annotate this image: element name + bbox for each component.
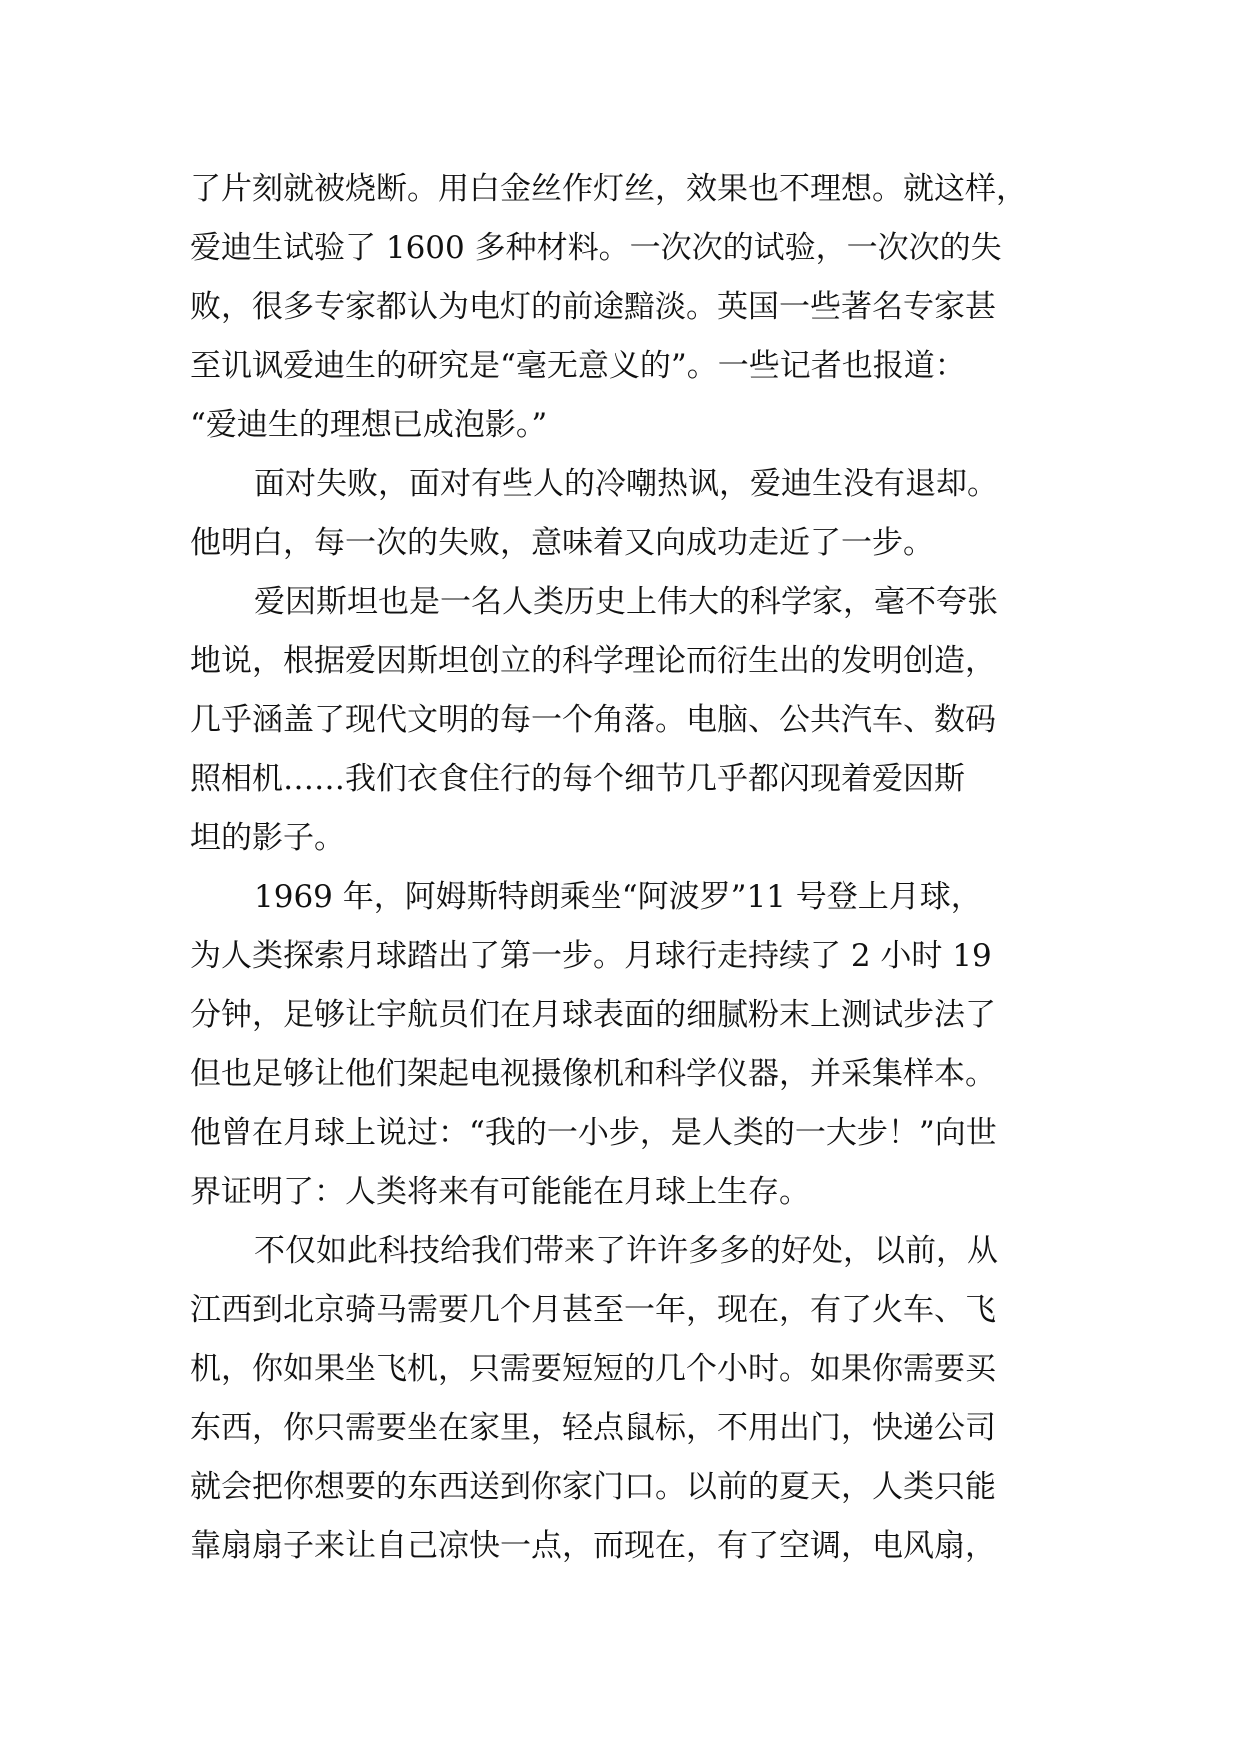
text-line: 为人类探索月球踏出了第一步。月球行走持续了 2 小时 19 xyxy=(190,938,992,974)
text-line: 分钟，足够让宇航员们在月球表面的细腻粉末上测试步法了 xyxy=(190,997,996,1033)
paragraph-start-line: 1969 年，阿姆斯特朗乘坐“阿波罗”11 号登上月球， xyxy=(254,879,982,915)
text-line: 界证明了：人类将来有可能能在月球上生存。 xyxy=(190,1174,810,1210)
paragraph-start-line: 爱因斯坦也是一名人类历史上伟大的科学家，毫不夸张 xyxy=(254,584,998,620)
paragraph-start-line: 面对失败，面对有些人的冷嘲热讽，爱迪生没有退却。 xyxy=(254,466,998,502)
text-line: 机，你如果坐飞机，只需要短短的几个小时。如果你需要买 xyxy=(190,1351,996,1387)
text-line: 江西到北京骑马需要几个月甚至一年，现在，有了火车、飞 xyxy=(190,1292,996,1328)
text-line: 他明白，每一次的失败，意味着又向成功走近了一步。 xyxy=(190,525,934,561)
text-line: 地说，根据爱因斯坦创立的科学理论而衍生出的发明创造， xyxy=(190,643,996,679)
text-line: 但也足够让他们架起电视摄像机和科学仪器，并采集样本。 xyxy=(190,1056,996,1092)
text-line: 坦的影子。 xyxy=(190,820,345,856)
text-line: 照相机……我们衣食住行的每个细节几乎都闪现着爱因斯 xyxy=(190,761,965,797)
text-line: “爱迪生的理想已成泡影。” xyxy=(190,407,548,443)
text-line: 至讥讽爱迪生的研究是“毫无意义的”。一些记者也报道： xyxy=(190,348,966,384)
text-line: 爱迪生试验了 1600 多种材料。一次次的试验，一次次的失 xyxy=(190,230,1002,266)
text-line: 他曾在月球上说过：“我的一小步，是人类的一大步！”向世 xyxy=(190,1115,997,1151)
text-line: 几乎涵盖了现代文明的每一个角落。电脑、公共汽车、数码 xyxy=(190,702,996,738)
text-line: 东西，你只需要坐在家里，轻点鼠标，不用出门，快递公司 xyxy=(190,1410,996,1446)
text-line: 就会把你想要的东西送到你家门口。以前的夏天，人类只能 xyxy=(190,1469,996,1505)
text-line: 了片刻就被烧断。用白金丝作灯丝，效果也不理想。就这样， xyxy=(190,171,1027,207)
text-line: 靠扇扇子来让自己凉快一点，而现在，有了空调，电风扇， xyxy=(190,1528,996,1564)
paragraph-start-line: 不仅如此科技给我们带来了许许多多的好处，以前，从 xyxy=(254,1233,998,1269)
document-page xyxy=(190,160,1060,1576)
text-line: 败，很多专家都认为电灯的前途黯淡。英国一些著名专家甚 xyxy=(190,289,996,325)
